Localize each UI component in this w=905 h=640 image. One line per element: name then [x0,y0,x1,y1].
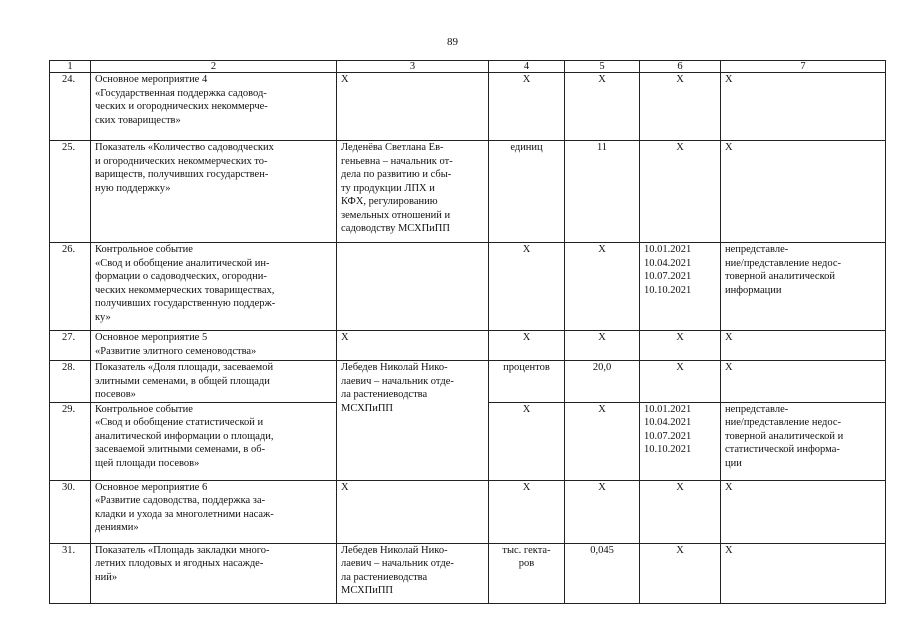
dates-cell [640,402,721,480]
name-cell-line: получивших государственную поддерж- [95,298,276,309]
name-cell-line: летних плодовых и ягодных насажде- [95,558,264,569]
value-cell [565,141,640,243]
value-cell-line: 20,0 [592,362,612,373]
row-number-cell: 31. [50,543,91,603]
responsible-cell-line: лаевич – начальник отде- [341,558,454,569]
note-cell-line: Х [725,142,733,153]
note-cell [721,402,886,480]
unit-cell-line: единиц [510,142,543,153]
name-cell-line: ку» [95,311,111,323]
value-cell [565,543,640,603]
name-cell-line: Показатель «Площадь закладки много- [95,544,270,556]
name-cell-line: щей площади посевов» [95,457,200,469]
dates-cell-line: Х [676,74,684,85]
name-cell-line: «Свод и обобщение статистической и [95,417,264,428]
name-cell-line: Контрольное событие [95,244,193,255]
dates-cell-line: Х [676,481,684,493]
name-cell [91,243,337,331]
name-cell [91,402,337,480]
note-cell-line: Х [725,481,733,493]
name-cell [91,480,337,543]
value-cell-line: Х [598,74,606,85]
responsible-cell-line: Х [341,481,349,493]
unit-cell-line: Х [522,244,531,255]
responsible-cell-line: Лебедев Николай Нико- [341,362,448,373]
dates-cell-line: 10.10.2021 [644,284,692,296]
value-cell [565,361,640,403]
unit-cell [489,73,565,141]
value-cell [565,331,640,361]
name-cell [91,331,337,361]
row-number-cell: 24. [50,73,91,141]
dates-cell-line: 10.10.2021 [644,444,692,455]
value-cell-line: Х [598,403,606,415]
responsible-cell-line: ла растениеводства [341,571,428,583]
note-cell-line: Х [725,74,733,85]
value-cell [565,73,640,141]
name-cell-line: элитными семенами, в общей площади [95,375,270,387]
note-cell [721,331,886,361]
responsible-cell [337,73,489,141]
unit-cell-line: Х [522,481,531,493]
name-cell [91,141,337,243]
unit-cell-line: ров [518,558,535,569]
dates-cell-line: 10.01.2021 [644,403,692,415]
responsible-cell-line: земельных отношений и [341,209,451,221]
unit-cell [489,141,565,243]
responsible-cell [337,243,489,331]
note-cell-line: товерной аналитической [725,271,836,282]
dates-cell-line: Х [676,142,684,153]
unit-cell-line: Х [522,403,531,415]
value-cell-line: Х [598,481,606,493]
name-cell-line: «Развитие садоводства, поддержка за- [95,495,266,506]
table-row [50,480,886,543]
dates-cell-line: Х [676,332,684,343]
responsible-cell-line: Х [341,332,349,343]
dates-cell-line: 10.01.2021 [644,244,692,255]
name-cell-line: «Государственная поддержка садовод- [95,87,267,99]
dates-cell-line: 10.07.2021 [644,430,692,442]
dates-cell [640,361,721,403]
page-number: 89 [447,36,458,48]
responsible-cell-line: ла растениеводства [341,389,428,400]
header-cell: 1 [50,61,91,73]
note-cell-line: Х [725,544,733,556]
unit-cell [489,402,565,480]
dates-cell [640,73,721,141]
dates-cell-line: Х [676,362,684,373]
unit-cell [489,243,565,331]
note-cell [721,543,886,603]
unit-cell [489,543,565,603]
row-number-cell: 30. [50,480,91,543]
document-table [49,60,886,604]
dates-cell [640,243,721,331]
unit-cell-line: процентов [503,362,550,373]
name-cell-line: Показатель «Доля площади, засеваемой [95,362,274,373]
header-cell: 4 [489,61,565,73]
unit-cell [489,331,565,361]
name-cell-line: ческих некоммерческих товариществах, [95,284,275,296]
name-cell [91,73,337,141]
responsible-cell-line: Х [341,74,349,85]
row-number-cell: 27. [50,331,91,361]
note-cell-line: товерной аналитической и [725,430,844,442]
header-cell: 3 [337,61,489,73]
note-cell-line: ние/представление недос- [725,257,841,269]
value-cell-line: 0,045 [590,544,614,556]
row-number-cell: 25. [50,141,91,243]
responsible-cell [337,331,489,361]
name-cell-line: кладки и ухода за многолетними насаж- [95,508,274,520]
row-number-cell: 29. [50,402,91,480]
unit-cell-line: Х [522,74,531,85]
responsible-cell-line: дела по развитию и сбы- [341,169,452,180]
value-cell [565,402,640,480]
dates-cell-line: 10.04.2021 [644,257,692,269]
responsible-cell [337,480,489,543]
name-cell-line: «Развитие элитного семеноводства» [95,345,257,357]
responsible-cell [337,141,489,243]
responsible-cell-line: МСХПиПП [341,585,394,596]
responsible-cell-line: Леденёва Светлана Ев- [341,142,444,153]
name-cell-line: ную поддержку» [95,182,171,194]
note-cell [721,361,886,403]
table-row [50,331,886,361]
responsible-cell [337,361,489,481]
name-cell-line: Основное мероприятие 6 [95,481,208,493]
dates-cell [640,331,721,361]
responsible-cell-line: садоводству МСХПиПП [341,223,450,234]
header-cell: 7 [721,61,886,73]
table-row [50,543,886,603]
name-cell-line: ских товариществ» [95,114,181,126]
unit-cell-line: Х [522,332,531,343]
responsible-cell-line: МСХПиПП [341,402,394,414]
name-cell-line: Основное мероприятие 5 [95,332,208,343]
note-cell-line: Х [725,362,733,373]
name-cell-line: аналитической информации о площади, [95,430,274,442]
value-cell-line: 11 [596,142,608,153]
note-cell [721,243,886,331]
row-number-cell: 28. [50,361,91,403]
note-cell-line: Х [725,332,733,343]
name-cell-line: ческих и огороднических некоммерче- [95,101,268,112]
header-cell: 2 [91,61,337,73]
note-cell-line: ции [725,457,742,469]
note-cell-line: информации [725,284,782,296]
dates-cell [640,480,721,543]
value-cell-line: Х [598,332,606,343]
note-cell-line: статистической информа- [725,444,840,455]
dates-cell [640,141,721,243]
name-cell [91,361,337,403]
value-cell [565,243,640,331]
unit-cell [489,480,565,543]
note-cell [721,141,886,243]
table-row [50,73,886,141]
name-cell-line: посевов» [95,389,136,400]
name-cell-line: «Свод и обобщение аналитической ин- [95,257,270,269]
value-cell [565,480,640,543]
name-cell [91,543,337,603]
unit-cell-line: тыс. гекта- [502,544,551,556]
note-cell-line: ние/представление недос- [725,417,841,428]
name-cell-line: Показатель «Количество садоводческих [95,142,274,153]
table-row [50,361,886,403]
unit-cell [489,361,565,403]
table-header-row [50,61,886,73]
responsible-cell-line: геньевна – начальник от- [341,155,453,167]
name-cell-line: засеваемой элитными семенами, в об- [95,444,266,455]
name-cell-line: вариществ, получивших государствен- [95,169,269,180]
note-cell [721,480,886,543]
name-cell-line: дениями» [95,522,139,533]
dates-cell-line: 10.07.2021 [644,271,692,282]
note-cell [721,73,886,141]
table-row [50,243,886,331]
row-number-cell: 26. [50,243,91,331]
note-cell-line: непредставле- [725,244,789,255]
name-cell-line: и огороднических некоммерческих то- [95,155,268,167]
header-cell: 6 [640,61,721,73]
responsible-cell-line: лаевич – начальник отде- [341,375,454,387]
responsible-cell-line: Лебедев Николай Нико- [341,544,448,556]
name-cell-line: Основное мероприятие 4 [95,74,208,85]
name-cell-line: формации о садоводческих, огородни- [95,271,267,282]
dates-cell-line: 10.04.2021 [644,417,692,428]
header-cell: 5 [565,61,640,73]
dates-cell [640,543,721,603]
name-cell-line: ний» [95,571,118,583]
note-cell-line: непредставле- [725,403,789,415]
responsible-cell [337,543,489,603]
name-cell-line: Контрольное событие [95,403,193,415]
value-cell-line: Х [598,244,606,255]
table-row [50,141,886,243]
responsible-cell-line: КФХ, регулированию [341,196,438,207]
dates-cell-line: Х [676,544,684,556]
responsible-cell-line: ту продукции ЛПХ и [341,182,435,194]
